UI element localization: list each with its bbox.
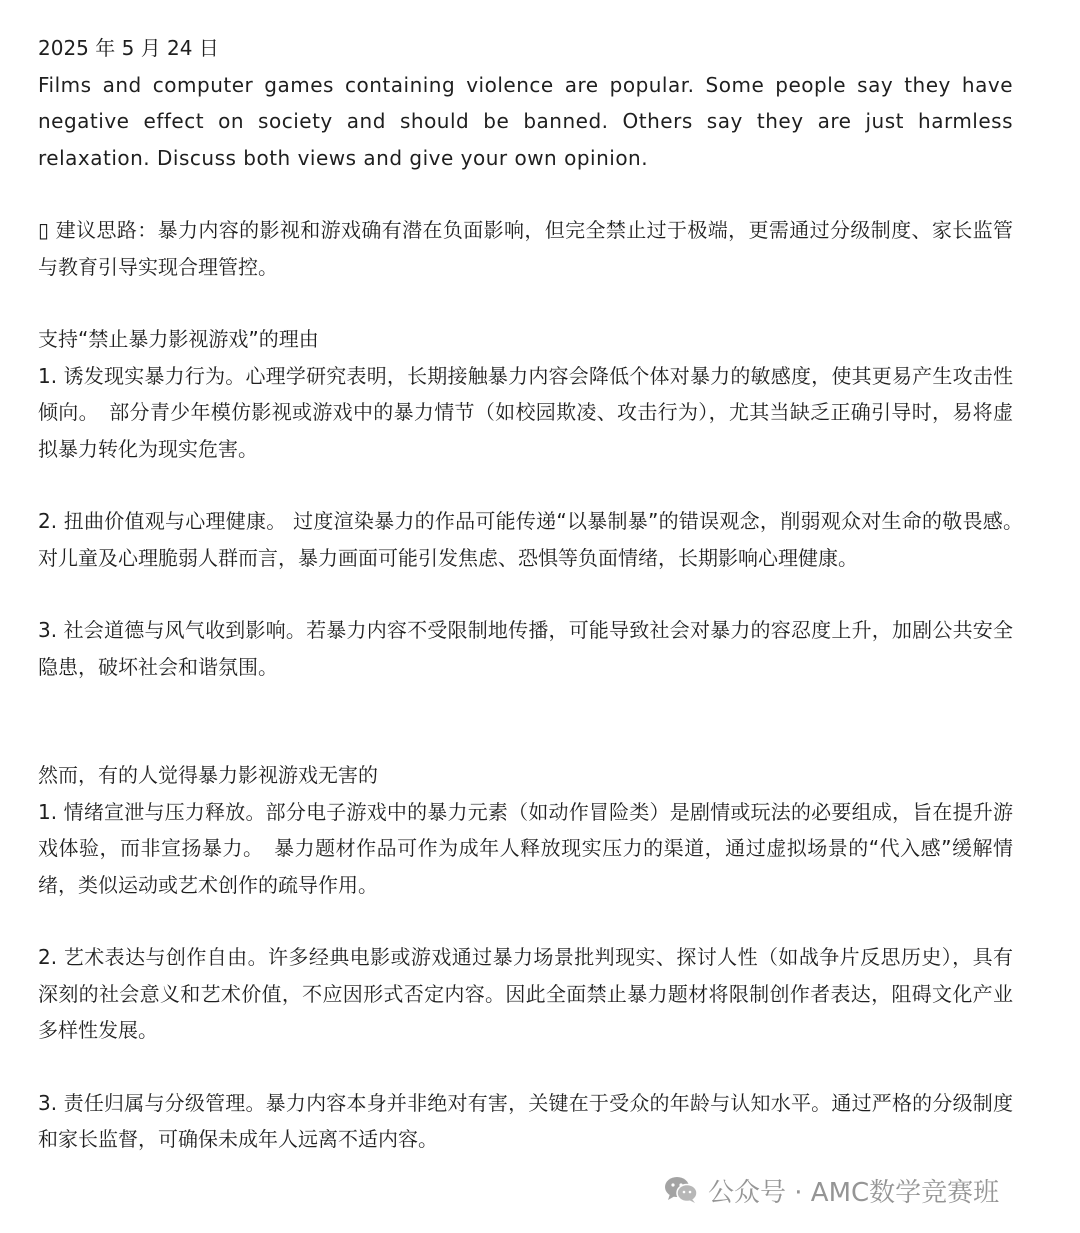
wechat-watermark [664,1170,999,1210]
support-heading: 支持“禁止暴力影视游戏”的理由 [38,327,319,351]
spacer [38,176,1013,212]
spacer [38,467,1013,503]
watermark-text: 公众号 · AMC数学竞赛班 [708,1177,1000,1208]
wechat-icon [664,1175,698,1205]
oppose-point-3: 3. 责任归属与分级管理。暴力内容本身并非绝对有害，关键在于受众的年龄与认知水平。通过严格的分级制度和家长监督，可确保未成年人远离不适内容。 [38,1090,1013,1151]
spacer [38,285,1013,321]
spacer [38,903,1013,939]
spacer [38,685,1013,757]
date-line: 2025 年 5 月 24 日 [38,36,219,60]
support-point-3: 3. 社会道德与风气收到影响。若暴力内容不受限制地传播，可能导致社会对暴力的容忍度上升，加剧公共安全隐患，破坏社会和谐氛围。 [38,618,1013,679]
article-body [38,30,1033,1158]
oppose-point-1: 1. 情绪宣泄与压力释放。部分电子游戏中的暴力元素（如动作冒险类）是剧情或玩法的必要组成，旨在提升游戏体验，而非宣扬暴力。 暴力题材作品可作为成年人释放现实压力的渠道，通过虚拟场景的“代入感”缓解情绪，类似运动或艺术创作的疏导作用。 [38,799,1013,897]
suggestion-paragraph: ▯ 建议思路：暴力内容的影视和游戏确有潜在负面影响，但完全禁止过于极端，更需通过分级制度、家长监管与教育引导实现合理管控。 [38,218,1013,279]
support-point-2: 2. 扭曲价值观与心理健康。 过度渲染暴力的作品可能传递“以暴制暴”的错误观念，削弱观众对生命的敬畏感。 对儿童及心理脆弱人群而言，暴力画面可能引发焦虑、恐惧等负面情绪，长期影响心理健康。 [38,509,1033,570]
essay-prompt: Films and computer games containing violence are popular. Some people say they have negative effect on society and should be banned. Others say they are just harmless relaxation. Discuss both views and give your own opinion. [38,72,1013,170]
oppose-heading: 然而，有的人觉得暴力影视游戏无害的 [38,763,378,787]
support-point-1: 1. 诱发现实暴力行为。心理学研究表明，长期接触暴力内容会降低个体对暴力的敏感度，使其更易产生攻击性倾向。 部分青少年模仿影视或游戏中的暴力情节（如校园欺凌、攻击行为），尤其当缺乏正确引导时，易将虚拟暴力转化为现实危害。 [38,363,1013,461]
oppose-point-2: 2. 艺术表达与创作自由。许多经典电影或游戏通过暴力场景批判现实、探讨人性（如战争片反思历史），具有深刻的社会意义和艺术价值，不应因形式否定内容。因此全面禁止暴力题材将限制创作者表达，阻碍文化产业多样性发展。 [38,945,1013,1042]
spacer [38,1049,1013,1085]
spacer [38,576,1013,612]
